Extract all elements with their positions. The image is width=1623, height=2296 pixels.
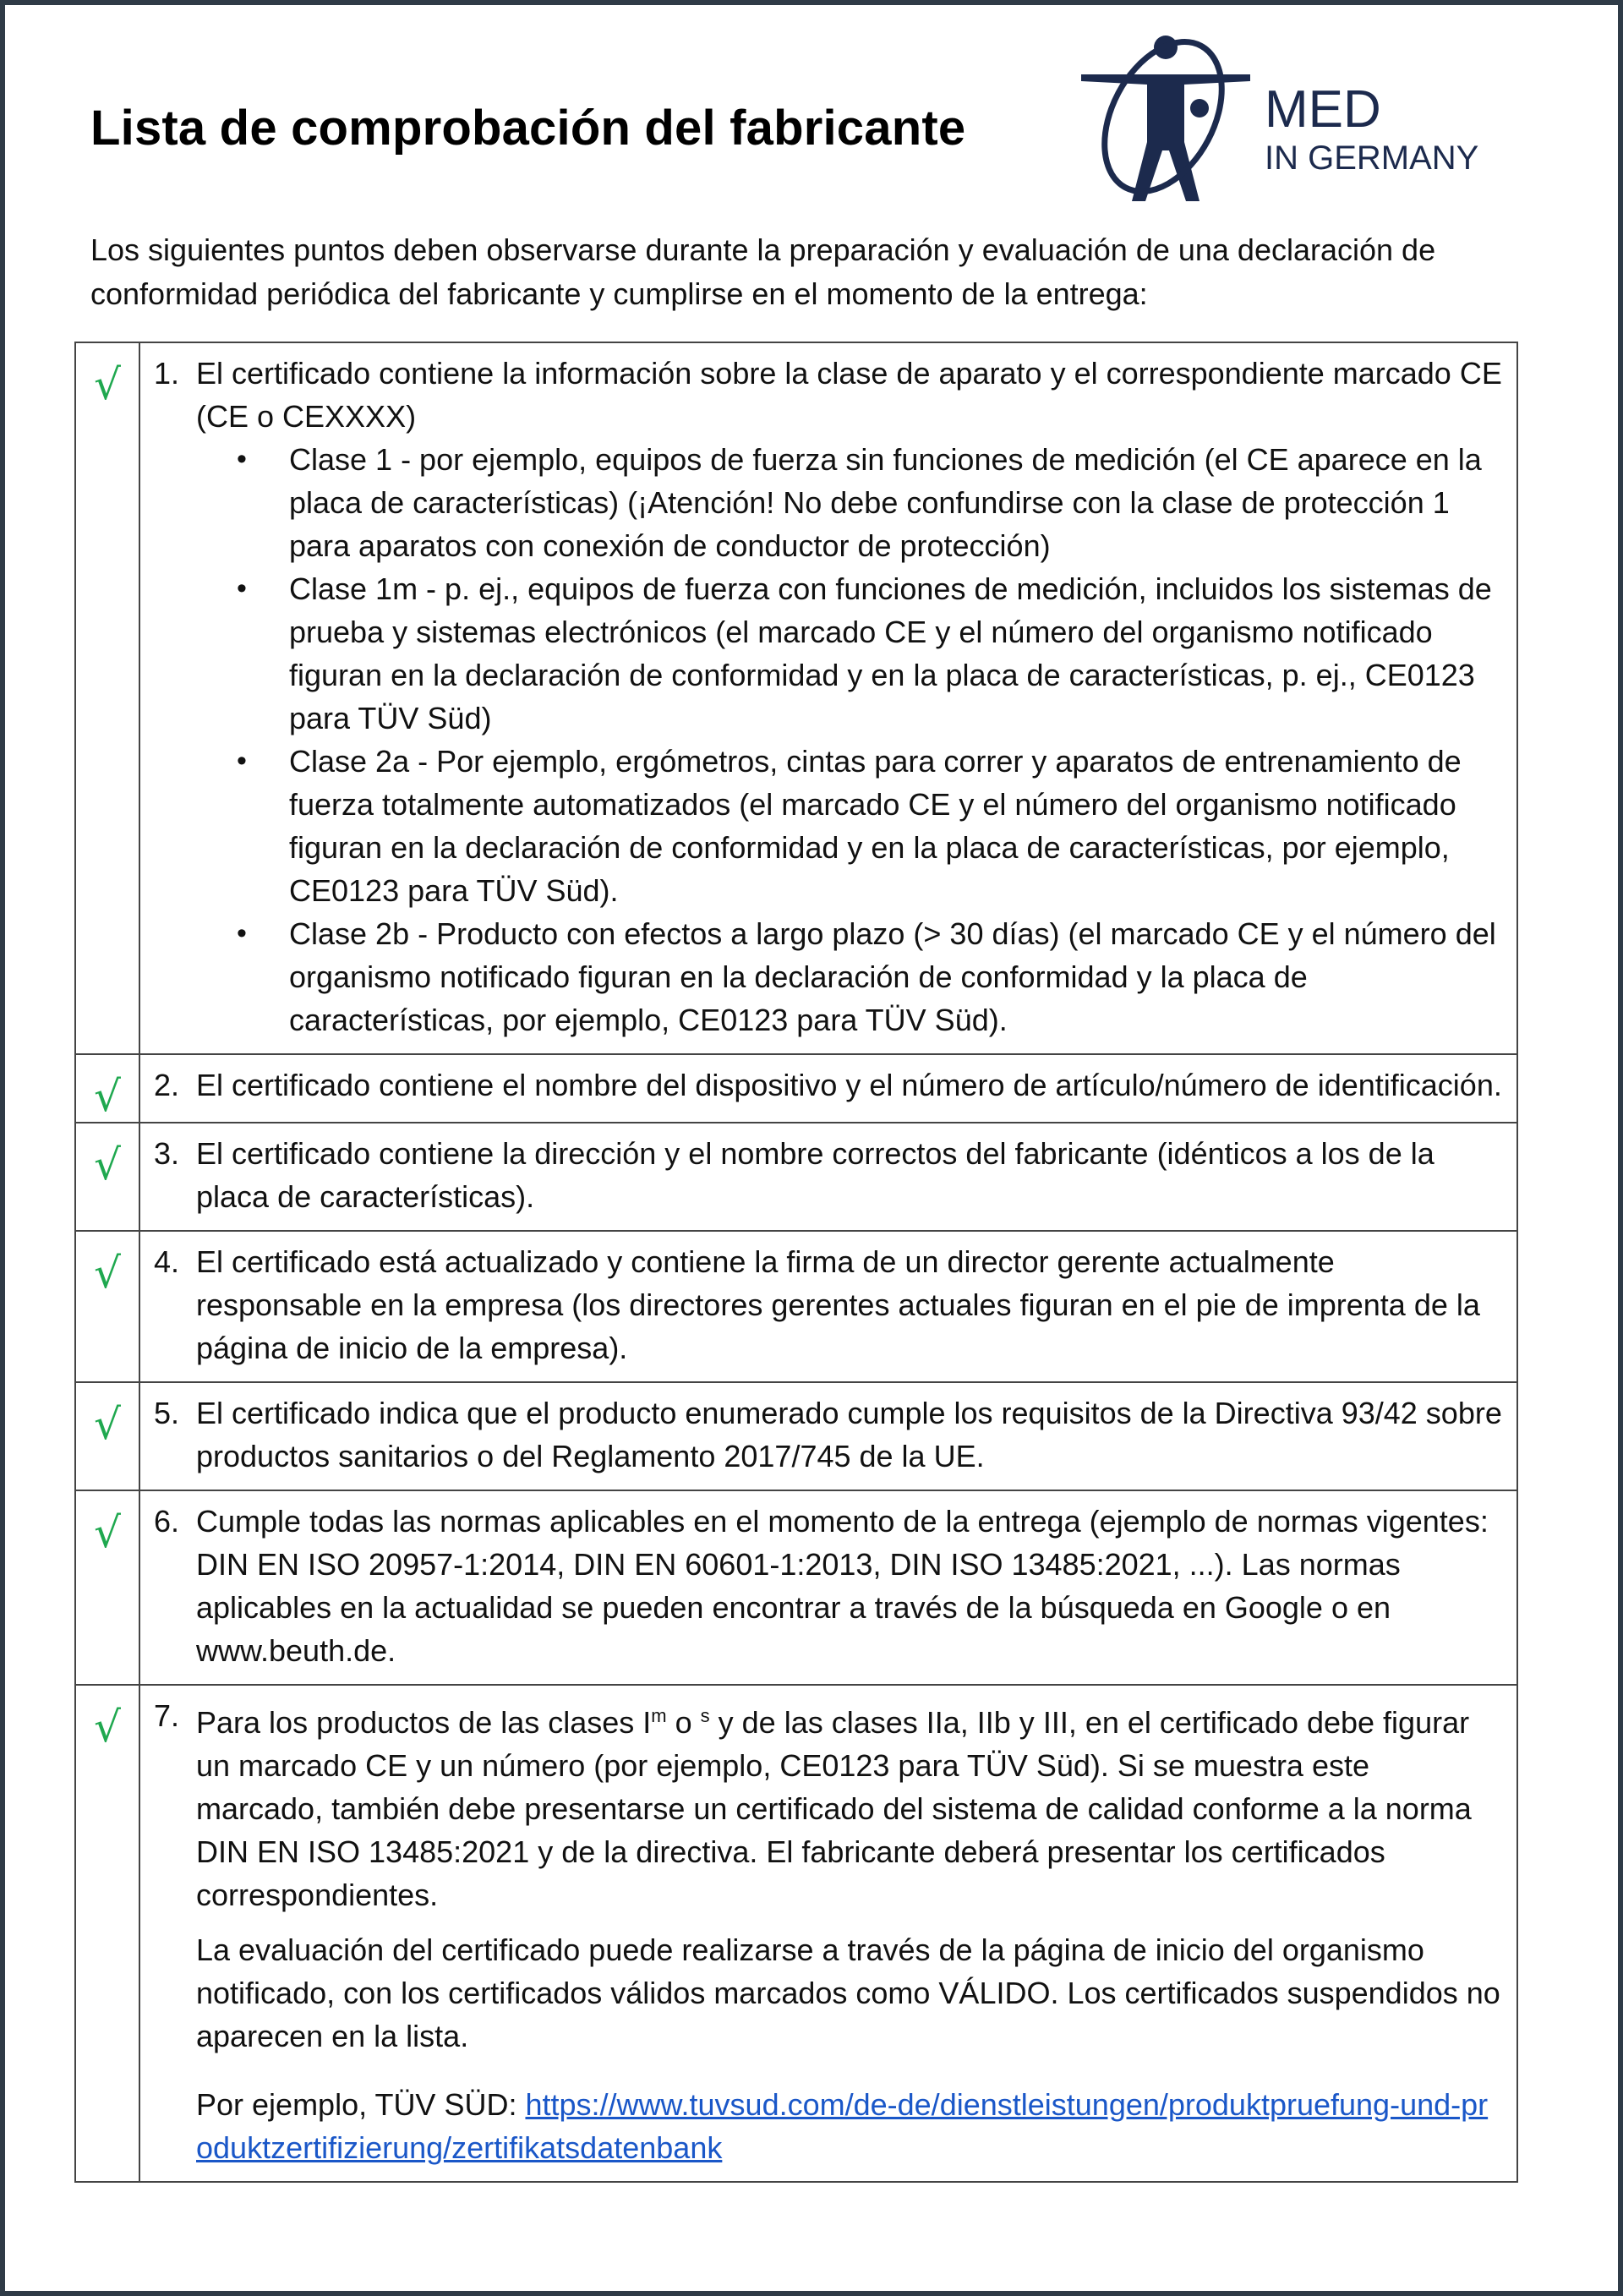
item-text: Cumple todas las normas aplicables en el momento de la entrega (ejemplo de normas vigentes: DIN EN ISO 20957-1:2014, DIN EN 60601-1:2013, DIN ISO 13485:2021, ...). Las normas aplicables en la actualidad se pueden encontrar a través de la búsqueda en Google o en www.beuth.de. (196, 1504, 1489, 1668)
superscript-m: m (651, 1705, 667, 1726)
item-number: 6. (154, 1504, 180, 1539)
checkmark-icon: √ (94, 1072, 121, 1121)
item-text: El certificado contiene la dirección y el nombre correctos del fabricante (idénticos a los de la placa de características). (196, 1136, 1434, 1214)
logo-figure-icon (1057, 24, 1479, 201)
list-item: • Clase 2b - Producto con efectos a largo plazo (> 30 días) (el marcado CE y el número del organismo notificado figuran en la declaración de conformidad y la placa de características, por ejemplo, CE0123 para TÜV Süd). (289, 912, 1505, 1041)
tuvsud-database-link[interactable]: https://www.tuvsud.com/de-de/dienstleistungen/produktpruefung-und-produktzertifizierung/zertifikatsdatenbank (196, 2087, 1489, 2165)
checklist-table (74, 342, 1518, 2183)
checklist-row-6 (75, 1490, 1517, 1685)
item-number: 2. (154, 1068, 180, 1102)
checklist-row-2 (75, 1054, 1517, 1123)
example-paragraph (196, 2083, 1505, 2169)
checklist-row-7 (75, 1685, 1517, 2182)
checkmark-icon: √ (94, 1400, 121, 1449)
checkmark-icon: √ (94, 1140, 121, 1189)
checkmark-icon: √ (94, 1508, 121, 1557)
checklist-row-3 (75, 1123, 1517, 1231)
page-title: Lista de comprobación del fabricante (90, 101, 966, 156)
logo-word-med: MED (1265, 80, 1381, 139)
list-item: • Clase 1 - por ejemplo, equipos de fuerza sin funciones de medición (el CE aparece en la placa de características) (¡Atención! No debe confundirse con la clase de protección 1 para aparatos con conexión de conductor de protección) (289, 438, 1505, 567)
item-number: 1. (154, 356, 180, 391)
item-number: 3. (154, 1136, 180, 1171)
item-text: El certificado contiene la información sobre la clase de aparato y el correspondiente marcado CE (CE o CEXXXX) (196, 356, 1502, 434)
checkmark-icon: √ (94, 1249, 121, 1298)
item-text: El certificado contiene el nombre del dispositivo y el número de artículo/número de identificación. (196, 1068, 1502, 1102)
checklist-row-5 (75, 1382, 1517, 1490)
item-text: El certificado está actualizado y contiene la firma de un director gerente actualmente responsable en la empresa (los directores gerentes actuales figuran en el pie de imprenta de la página de inicio de la empresa). (196, 1244, 1480, 1365)
item-text-part: y de las clases IIa, IIb y III, en el certificado debe figurar un marcado CE y un número (por ejemplo, CE0123 para TÜV Süd). Si se muestra este marcado, también debe presentarse un certificado del sistema de calidad conforme a la norma DIN EN ISO 13485:2021 y de la directiva. El fabricante deberá presentar los certificados correspondientes. (196, 1705, 1472, 1912)
list-item: • Clase 2a - Por ejemplo, ergómetros, cintas para correr y aparatos de entrenamiento de fuerza totalmente automatizados (el marcado CE y el número del organismo notificado figuran en la declaración de conformidad y en la placa de características, por ejemplo, CE0123 para TÜV Süd). (289, 740, 1505, 912)
evaluation-paragraph: La evaluación del certificado puede realizarse a través de la página de inicio del organismo notificado, con los certificados válidos marcados como VÁLIDO. Los certificados suspendidos no aparecen en la lista. (196, 1932, 1500, 2053)
checklist-row-1 (75, 342, 1517, 1054)
intro-paragraph: Los siguientes puntos deben observarse durante la preparación y evaluación de una declaración de conformidad periódica del fabricante y cumplirse en el momento de la entrega: (90, 232, 1436, 311)
class-list (154, 438, 1505, 1041)
checkmark-icon: √ (94, 1703, 121, 1752)
item-number: 7. (154, 1698, 180, 1733)
item-text: El certificado indica que el producto enumerado cumple los requisitos de la Directiva 93/42 sobre productos sanitarios o del Reglamento 2017/745 de la UE. (196, 1396, 1502, 1473)
list-item: • Clase 1m - p. ej., equipos de fuerza con funciones de medición, incluidos los sistemas de prueba y sistemas electrónicos (el marcado CE y el número del organismo notificado figuran en la declaración de conformidad y en la placa de características, p. ej., CE0123 para TÜV Süd) (289, 567, 1505, 740)
example-prefix: Por ejemplo, TÜV SÜD: (196, 2087, 526, 2122)
item-text-block (196, 1694, 1505, 2169)
item-text-part: o (666, 1705, 701, 1740)
item-text-part: Para los productos de las clases I (196, 1705, 652, 1740)
checklist-row-4 (75, 1231, 1517, 1382)
logo-word-germany: IN GERMANY (1265, 139, 1479, 177)
item-number: 5. (154, 1396, 180, 1430)
item-number: 4. (154, 1244, 180, 1279)
superscript-s: s (700, 1705, 710, 1726)
checkmark-icon: √ (94, 360, 121, 409)
med-in-germany-logo (1057, 24, 1479, 201)
document-page (5, 5, 1618, 2291)
